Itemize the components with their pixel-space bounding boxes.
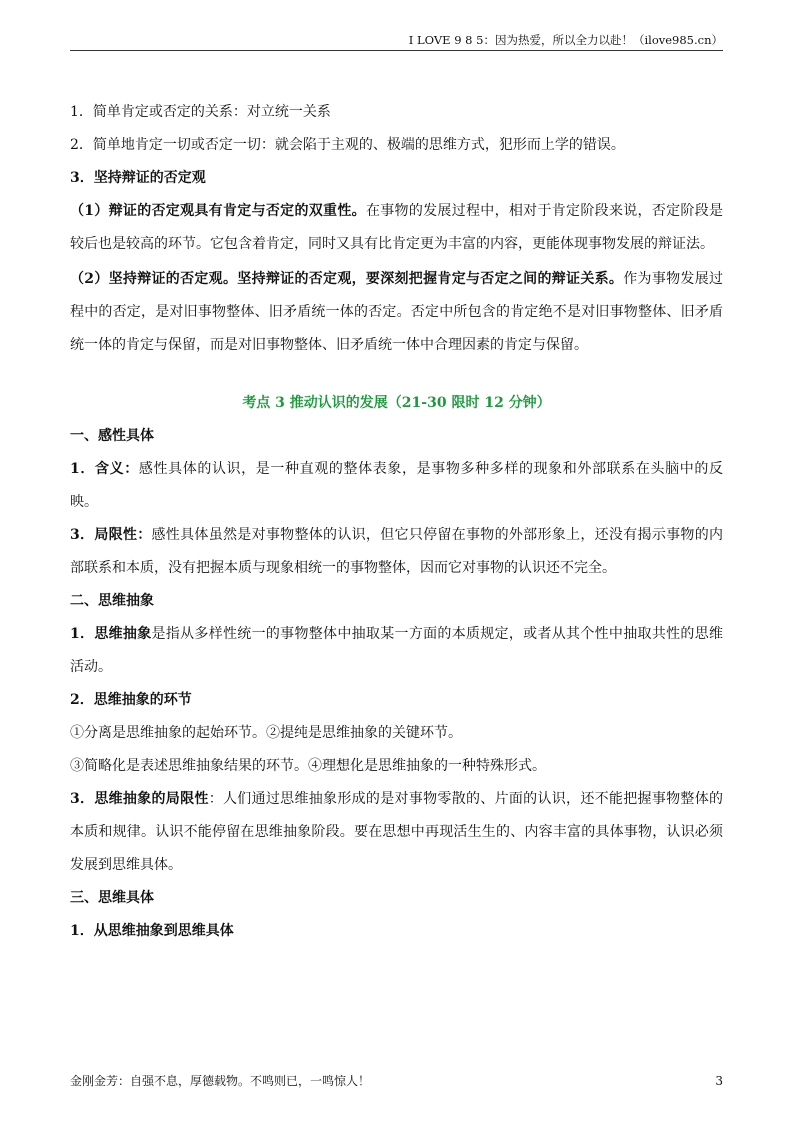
definition-item xyxy=(70,453,723,519)
heading-abstraction-steps: 2．思维抽象的环节 xyxy=(70,692,192,708)
document-body xyxy=(70,96,723,948)
paragraph-2 xyxy=(70,263,723,362)
paragraph-2-lead: （2）坚持辩证的否定观。坚持辩证的否定观，要深刻把握肯定与否定之间的辩证关系。 xyxy=(70,271,624,287)
heading-dialectical-negation: 3．坚持辩证的否定观 xyxy=(70,170,206,186)
abstraction-definition xyxy=(70,618,723,684)
paragraph-1-lead: （1）辩证的否定观具有肯定与否定的双重性。 xyxy=(70,203,366,219)
heading-perceptual-concrete: 一、感性具体 xyxy=(70,428,154,444)
abstraction-steps-b: ③简略化是表述思维抽象结果的环节。④理想化是思维抽象的一种特殊形式。 xyxy=(70,758,546,774)
abstraction-limitation-text: ：人们通过思维抽象形成的是对事物零散的、片面的认识，还不能把握事物整体的本质和规律。认识不能停留在思维抽象阶段。要在思想中再现活生生的、内容丰富的具体事物，认识必须发展到思维具体。 xyxy=(70,791,723,873)
limitation-item xyxy=(70,519,723,585)
definition-label: 1．含义： xyxy=(70,461,139,477)
limitation-label: 3．局限性： xyxy=(70,527,152,543)
abstraction-definition-label: 1．思维抽象 xyxy=(70,626,152,642)
page-header: I LOVE 9 8 5：因为热爱，所以全力以赴！（ilove985.cn） xyxy=(70,30,723,51)
limitation-text: 感性具体虽然是对事物整体的认识，但它只停留在事物的外部形象上，还没有揭示事物的内部联系和本质，没有把握本质与现象相统一的事物整体，因而它对事物的认识还不完全。 xyxy=(70,527,723,576)
page-number: 3 xyxy=(715,1074,723,1088)
heading-abstract-to-concrete: 1．从思维抽象到思维具体 xyxy=(70,923,234,939)
abstraction-steps-a: ①分离是思维抽象的起始环节。②提纯是思维抽象的关键环节。 xyxy=(70,725,462,741)
paragraph-1-text: 在事物的发展过程中，相对于肯定阶段来说，否定阶段是较后也是较高的环节。它包含着肯定，同时又具有比肯定更为丰富的内容，更能体现事物发展的辩证法。 xyxy=(70,203,724,252)
heading-concrete-thinking: 三、思维具体 xyxy=(70,890,154,906)
abstraction-limitation-label: 3．思维抽象的局限性 xyxy=(70,791,209,807)
footer-motto: 金刚金芳：自强不息，厚德载物。不鸣则已，一鸣惊人！ xyxy=(70,1074,371,1088)
abstraction-definition-text: 是指从多样性统一的事物整体中抽取某一方面的本质规定，或者从其个性中抽取共性的思维活动。 xyxy=(70,626,723,675)
heading-abstraction: 二、思维抽象 xyxy=(70,593,154,609)
section-title: 考点 3 推动认识的发展（21-30 限时 12 分钟） xyxy=(242,395,551,411)
point-1: 1．简单肯定或否定的关系：对立统一关系 xyxy=(70,104,331,120)
paragraph-2-text: 作为事物发展过程中的否定，是对旧事物整体、旧矛盾统一体的否定。否定中所包含的肯定绝不是对旧事物整体、旧矛盾统一体的肯定与保留，而是对旧事物整体、旧矛盾统一体中合理因素的肯定与保留。 xyxy=(70,271,724,353)
paragraph-1 xyxy=(70,195,723,261)
abstraction-limitation xyxy=(70,783,723,882)
point-2: 2．简单地肯定一切或否定一切：就会陷于主观的、极端的思维方式，犯形而上学的错误。 xyxy=(70,137,625,153)
definition-text: 感性具体的认识，是一种直观的整体表象，是事物多种多样的现象和外部联系在头脑中的反映。 xyxy=(70,461,723,510)
